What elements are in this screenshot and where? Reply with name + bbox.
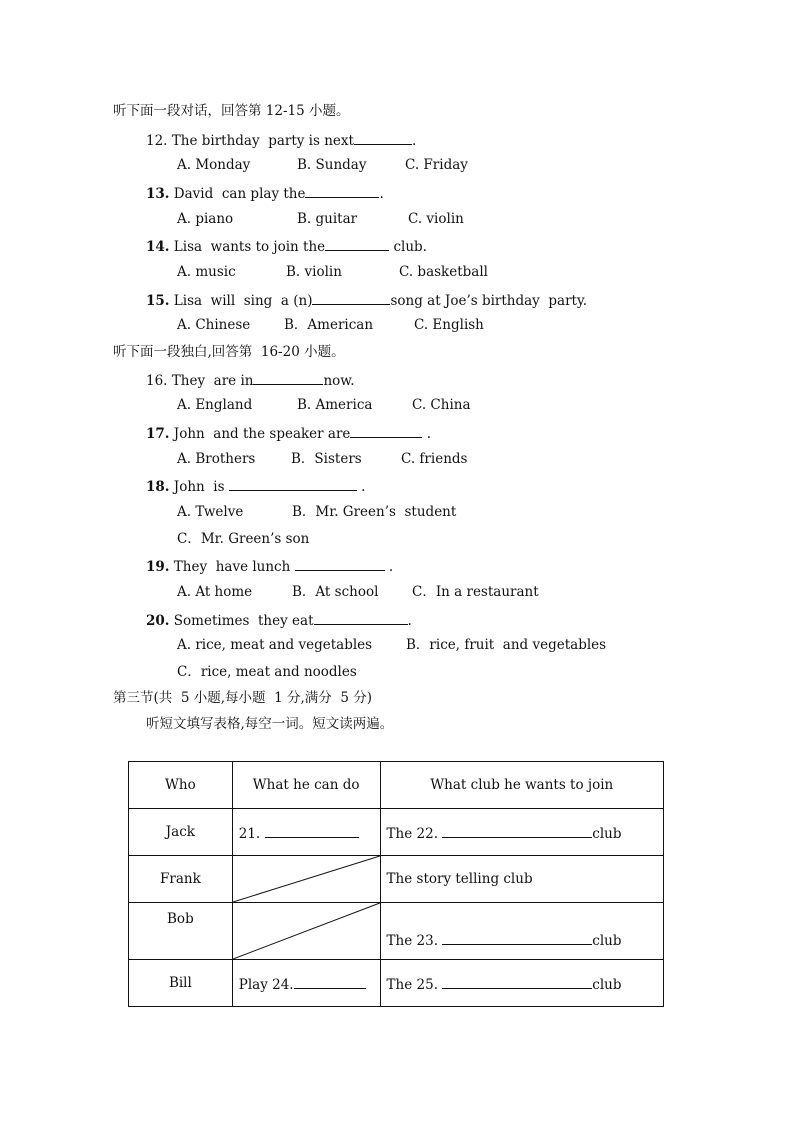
cell-who: Bill — [129, 960, 233, 1007]
option-b: B. Sunday — [297, 157, 367, 173]
cell-who: Bob — [129, 903, 233, 960]
option-a: A. Brothers — [177, 451, 256, 467]
question-end: club. — [389, 239, 427, 255]
answer-blank — [253, 370, 323, 385]
cell-who: Frank — [129, 856, 233, 903]
answer-blank — [295, 556, 385, 571]
blank-number: The 22. — [386, 825, 438, 842]
option-a: A. music — [177, 264, 236, 280]
answer-blank — [312, 290, 390, 305]
option-c: C. basketball — [399, 264, 488, 280]
option-c: C. China — [412, 397, 471, 413]
question-number: 20. — [146, 613, 170, 629]
answer-blank — [442, 930, 592, 945]
question-text: David can play the — [173, 186, 306, 202]
option-c: C. violin — [408, 211, 464, 227]
cell-can-do — [232, 809, 380, 856]
option-b: B．rice, fruit and vegetables — [406, 637, 607, 653]
option-c: C．In a restaurant — [412, 584, 539, 600]
question-text: Lisa will sing a (n) — [173, 293, 313, 309]
question-number: 14. — [146, 239, 170, 255]
club-suffix: club — [592, 976, 622, 993]
diagonal-line — [233, 903, 380, 959]
header-can-do: What he can do — [232, 762, 380, 809]
question-text: John is — [173, 479, 229, 495]
option-a: A. Twelve — [177, 504, 244, 520]
question-number: 18. — [146, 479, 170, 495]
question-number: 15. — [146, 293, 170, 309]
answer-blank — [442, 823, 592, 838]
question-number: 12. — [146, 133, 168, 149]
answer-blank — [354, 130, 412, 145]
cell-club — [380, 960, 663, 1007]
question-end: . — [422, 426, 431, 442]
option-a: A. At home — [177, 584, 253, 600]
question-text: The birthday party is next — [171, 133, 354, 149]
cell-can-do — [232, 960, 380, 1007]
option-c: C. English — [414, 317, 484, 333]
option-a: A. England — [177, 397, 253, 413]
question-12 — [146, 130, 416, 150]
question-text: They are in — [171, 373, 254, 389]
question-end: . — [379, 186, 384, 202]
section-heading-2: 听下面一段独白,回答第 16-20 小题。 — [113, 344, 345, 360]
option-b: B. guitar — [297, 211, 358, 227]
answer-blank — [442, 974, 592, 989]
option-c: C. Friday — [405, 157, 468, 173]
question-number: 17. — [146, 426, 170, 442]
answer-blank — [350, 423, 422, 438]
cell-who: Jack — [129, 809, 233, 856]
table-row — [129, 856, 664, 903]
option-b: B．Sisters — [291, 451, 362, 467]
cell-club — [380, 809, 663, 856]
cell-club: The story telling club — [380, 856, 663, 903]
answer-blank — [325, 236, 389, 251]
option-a: A. rice, meat and vegetables — [177, 637, 373, 653]
question-14 — [146, 236, 427, 256]
question-number: 16. — [146, 373, 168, 389]
blank-number: The 25. — [386, 976, 438, 993]
question-text: They have lunch — [173, 559, 295, 575]
header-club: What club he wants to join — [380, 762, 663, 809]
question-text: Lisa wants to join the — [173, 239, 326, 255]
question-end: . — [407, 613, 412, 629]
cell-club — [380, 903, 663, 960]
question-number: 13. — [146, 186, 170, 202]
blank-number: Play 24. — [238, 976, 294, 993]
question-20 — [146, 610, 412, 630]
cell-crossed-out — [232, 903, 380, 960]
section-heading-3: 第三节(共 5 小题,每小题 1 分,满分 5 分) — [113, 690, 373, 706]
question-text: John and the speaker are — [173, 426, 351, 442]
question-17 — [146, 423, 431, 443]
option-a: A. piano — [177, 211, 234, 227]
question-end: . — [411, 133, 417, 149]
option-b: B．At school — [292, 584, 379, 600]
blank-number: The 23. — [386, 933, 438, 949]
section-heading-1: 听下面一段对话，回答第 12-15 小题。 — [113, 103, 350, 119]
question-19 — [146, 556, 393, 576]
table-row — [129, 809, 664, 856]
option-c: C. friends — [401, 451, 468, 467]
question-end: . — [356, 479, 366, 495]
question-number: 19. — [146, 559, 170, 575]
header-who: Who — [129, 762, 233, 809]
answer-blank — [294, 974, 366, 989]
blank-number: 21. — [238, 825, 261, 842]
option-c: C．rice, meat and noodles — [177, 664, 357, 680]
table-row — [129, 903, 664, 960]
question-13 — [146, 183, 384, 203]
option-b: B．American — [284, 317, 374, 333]
answer-blank — [314, 610, 408, 625]
option-a: A. Chinese — [177, 317, 251, 333]
cell-crossed-out — [232, 856, 380, 903]
diagonal-line — [233, 856, 380, 902]
option-a: A. Monday — [177, 157, 251, 173]
club-suffix: club — [592, 825, 622, 842]
question-end: . — [384, 559, 394, 575]
question-end: song at Joe’s birthday party. — [390, 293, 588, 309]
option-b: B. violin — [286, 264, 342, 280]
question-18 — [146, 476, 365, 496]
table-header-row — [129, 762, 664, 809]
option-b: B. America — [297, 397, 373, 413]
club-suffix: club — [592, 933, 622, 949]
answer-blank — [305, 183, 379, 198]
answer-table — [128, 761, 664, 1007]
answer-blank — [229, 476, 357, 491]
option-c: C．Mr. Green’s son — [177, 531, 310, 547]
table-row — [129, 960, 664, 1007]
question-end: now. — [323, 373, 355, 389]
question-15 — [146, 290, 587, 310]
answer-blank — [265, 823, 359, 838]
option-b: B．Mr. Green’s student — [292, 504, 457, 520]
section-instruction-3: 听短文填写表格,每空一词。短文读两遍。 — [146, 716, 394, 732]
question-16 — [146, 370, 355, 390]
question-text: Sometimes they eat — [173, 613, 314, 629]
